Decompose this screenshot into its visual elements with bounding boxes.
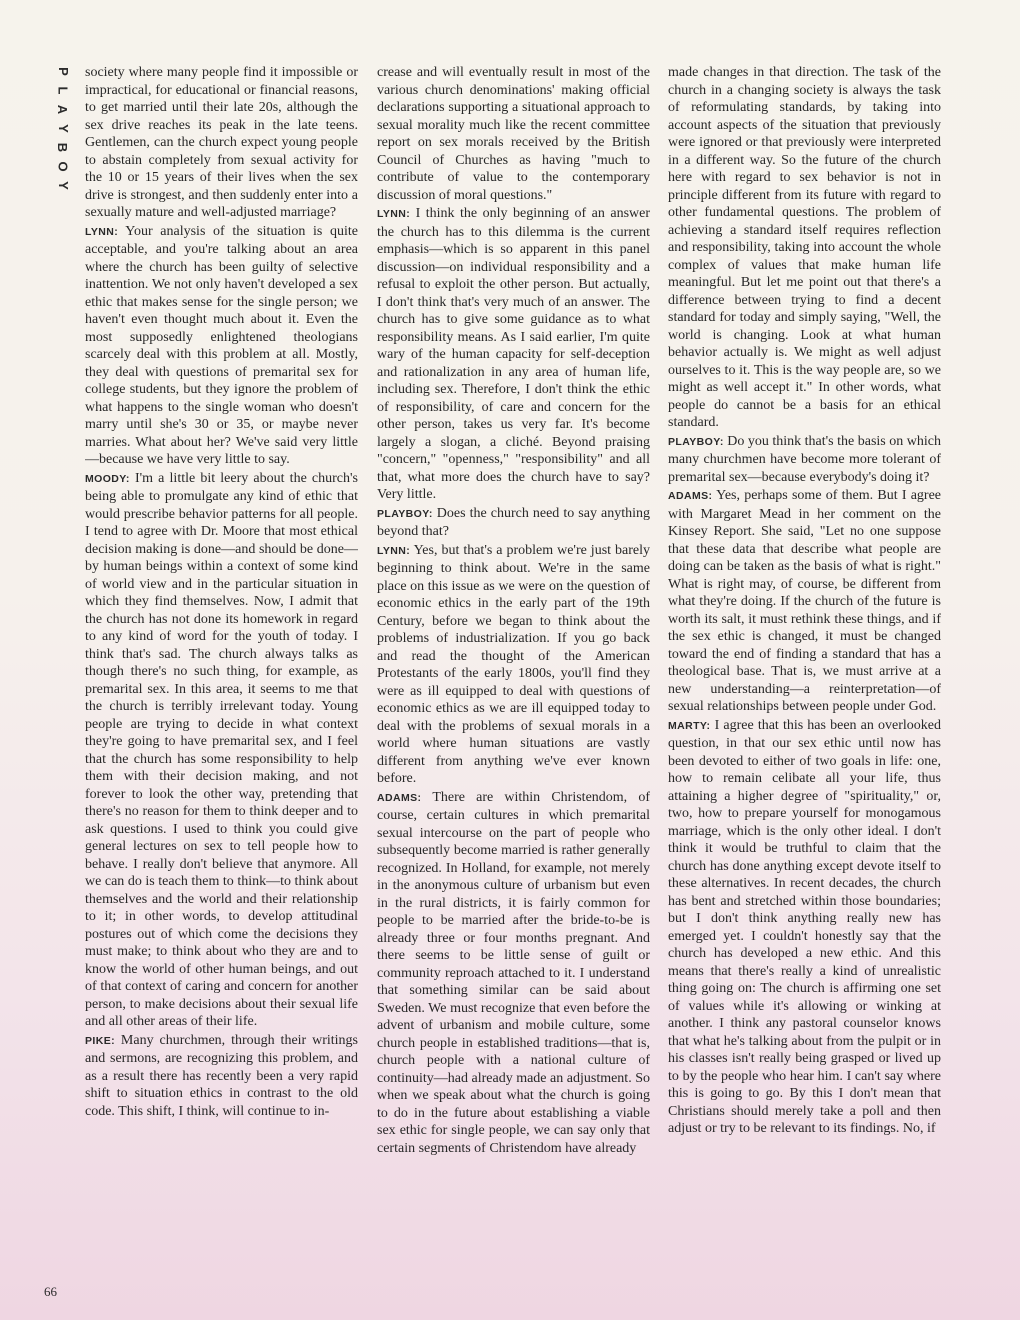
paragraph — [377, 789, 650, 1158]
paragraph — [85, 64, 358, 222]
speaker-label: PIKE: — [85, 1034, 116, 1047]
paragraph — [377, 64, 650, 204]
paragraph-text: I think the only beginning of an answer the church has to this dilemma is the current emphasis—which is so apparent in this panel discussion—on individual responsibility and a refusal to exploit the other person. But actually, I don't think that's very much of an answer. The church has to give some guidance as to what responsibility means. As I said earlier, I'm quite wary of the human capacity for self-deception and rationalization in any area of human life, including sex. Therefore, I don't think the ethic of responsibility, of care and concern for the other person, takes us very far. It's become largely a slogan, a cliché. Beyond praising "concern," "openness," "responsibility" and all that, what more does the church have to say? Very little. — [377, 206, 650, 502]
masthead-letter: O — [55, 161, 71, 172]
speaker-label: LYNN: — [377, 208, 411, 220]
paragraph — [668, 64, 941, 432]
speaker-label: PLAYBOY: — [377, 507, 433, 520]
paragraph-text: There are within Christendom, of course, certain cultures in which premarital sexual intercourse on the part of people who subsequently become married is rather generally recognized. In Holland, for example, not merely in the anonymous culture of urbanism but even in the rural districts, it is fairly common for people to be married after the bride-to-be is already three or four months pregnant. And there seems to be little sense of guilt or community reproach attached to it. I understand that something similar can be said about Sweden. We must recognize that even before the advent of urbanism and mobile culture, some church people in established traditions—that is, church people with a national culture of continuity—had already made an adjustment. So when we speak about what the church is going to do in the future about establishing a viable sex ethic for single people, we can say only that certain segments of Christendom have already — [377, 789, 650, 1156]
paragraph-text: crease and will eventually result in most of the various church denominations' making official declarations supporting a situational approach to sexual morality much like the recent committee report on sex morals received by the British Council of Churches as having "much to contribute of value to the contemporary discussion of moral questions." — [377, 65, 650, 203]
masthead-letter: B — [55, 142, 71, 153]
paragraph — [85, 1032, 358, 1121]
masthead-letter: Y — [55, 124, 71, 133]
paragraph-text: Your analysis of the situation is quite acceptable, and you're talking about an area where the church has been guilty of selective inattention. We not only haven't developed a sex ethic that makes sense for the single person; we haven't even thought much about it. Even the most supposedly enlightened theologians scarcely deal with this problem at all. Mostly, they deal with questions of premarital sex for college students, but they ignore the problem of what happens to the single woman who doesn't marry until she's 30 or 35, or maybe never marries. What about her? We've said very little—because we have very little to say. — [85, 223, 358, 467]
magazine-masthead — [52, 62, 74, 195]
paragraph-text: Does the church need to say anything beyond that? — [377, 505, 650, 539]
paragraph — [668, 717, 941, 1138]
paragraph-text: I'm a little bit leery about the church's being able to promulgate any kind of ethic that would prescribe behavior patterns for all people. I tend to agree with Dr. Moore that most ethical decision making is done—and should be done—by human beings within a context of some kind of world view and in the particular situation in which they find themselves. Now, I admit that the church has not done its homework in regard to any kind of word for the youth of today. I think that's sad. The church always talks as though there's no such thing, for example, as premarital sex. In this area, it seems to me that the church is terribly irrelevant today. Young people are trying to decide in what context they're going to have premarital sex, and I feel that the church has some responsibility to help them with their decision making, and not forever to look the other way, pretending that there's no reason for them to think deeper and to ask questions. I used to think you could give general lectures on sex to tell people how to behave. I really don't believe that anymore. All we can do is teach them to think—to think about themselves and the world and their relationship to it; in other words, to develop attitudinal postures out of which come the decisions they must make; to think about who they are and to know the world of other human beings, and out of that context of caring and concern for another person, to make decisions about their sexual life and all other areas of their life. — [85, 470, 358, 1029]
paragraph-text: Yes, but that's a problem we're just barely beginning to think about. We're in the same place on this issue as we were on the question of economic ethics in the early part of the 19th Century, before we began to think about the problems of industrialization. If you go back and read the thought of the American Protestants of the early 1800s, you'll find they were as ill equipped to deal with questions of economic ethics as we are ill equipped today to deal with the problems of sexual morals in a world where human situations are vastly different from anything we've ever known before. — [377, 542, 650, 786]
speaker-label: MARTY: — [668, 719, 711, 732]
paragraph-text: Yes, perhaps some of them. But I agree with Margaret Mead in her comment on the Kinsey Report. She said, "Let no one suppose that these data that describe what people are doing can be taken as the basis of what is right." What is right may, of course, be different from what they're doing. If the church of the future is worth its salt, it must rethink these things, and if the sex ethic is changed, it must be changed toward the end of finding a standard that has a theological base. That is, we must arrive at a new understanding—a reinterpretation—of sexual relationships between people under God. — [668, 488, 941, 714]
paragraph — [377, 205, 650, 504]
paragraph — [377, 505, 650, 541]
speaker-label: ADAMS: — [668, 490, 713, 502]
paragraph-text: Many churchmen, through their writings and sermons, are recognizing this problem, and as a result there has recently been a very rapid shift to situation ethics in contrast to the old code. This shift, I think, will continue to in- — [85, 1032, 358, 1119]
paragraph — [668, 433, 941, 487]
paragraph — [668, 487, 941, 716]
paragraph-text: society where many people find it impossible or impractical, for educational or financial reasons, to get married until their late 20s, although the sex drive reaches its peak in the late teens. Gentlemen, can the church expect young people to abstain completely from sexual activity for the 10 or 15 years of their lives when the sex drive is strongest, and then suddenly enter into a sexually mature and well-adjusted marriage? — [85, 65, 358, 220]
page-number: 66 — [44, 1284, 57, 1299]
masthead-letter: L — [55, 86, 71, 95]
masthead-letter: P — [55, 67, 71, 76]
paragraph-text: Do you think that's the basis on which many churchmen have become more tolerant of premarital sex—because everybody's doing it? — [668, 433, 941, 485]
speaker-label: LYNN: — [85, 225, 119, 238]
speaker-label: LYNN: — [377, 544, 411, 557]
speaker-label: ADAMS: — [377, 791, 422, 804]
text-column-3 — [668, 64, 941, 1284]
text-column-1 — [85, 64, 358, 1284]
speaker-label: MOODY: — [85, 472, 130, 485]
text-column-2 — [377, 64, 650, 1284]
paragraph-text: made changes in that direction. The task of the church in a changing society is always the task of reformulating standards, by taking into account aspects of the situation that previously were ignored or that previously were interpreted in a different way. So the future of the church here with regard to sex behavior is not in principle different from its future with regard to other fundamental questions. The problem of achieving a standard itself requires reflection and responsibility, taking into account the whole complex of values that make human life meaningful. But let me point out that there's a difference between trying to find a decent standard for today and simply saying, "Well, the world is changing. Look at what human behavior actually is. We might as well adjust ourselves to it. This is the way people are, so we might as well accept it." In other words, what people do cannot be a basis for an ethical standard. — [668, 65, 941, 430]
paragraph — [85, 470, 358, 1031]
masthead-letter: Y — [55, 181, 71, 190]
masthead-letter: A — [55, 104, 71, 115]
speaker-label: PLAYBOY: — [668, 435, 724, 448]
paragraph — [85, 223, 358, 469]
paragraph — [377, 542, 650, 788]
paragraph-text: I agree that this has been an overlooked question, in that our sex ethic until now has been devoted to either of two goals in life: one, how to remain celibate all your life, thus attaining a higher degree of "spirituality," or, two, how to prepare yourself for monogamous marriage, which is the only other ideal. I don't think it would be truthful to claim that the church has done anything except devote itself to these alternatives. In recent decades, the church has bent and stretched within those boundaries; but I don't think anything really new has emerged yet. I couldn't honestly say that the church has developed a new ethic. And this means that there's really a kind of unrealistic thing going on: The church is affirming one set of values while it's allowing or winking at another. I think any pastoral counselor knows that what he's talking about from the pulpit or in his classes isn't really being grasped or lived up to by the people who hear him. I can't say where this is going to go. By this I don't mean that Christians should merely take a poll and then adjust or try to be relevant to its findings. No, if — [668, 717, 941, 1136]
